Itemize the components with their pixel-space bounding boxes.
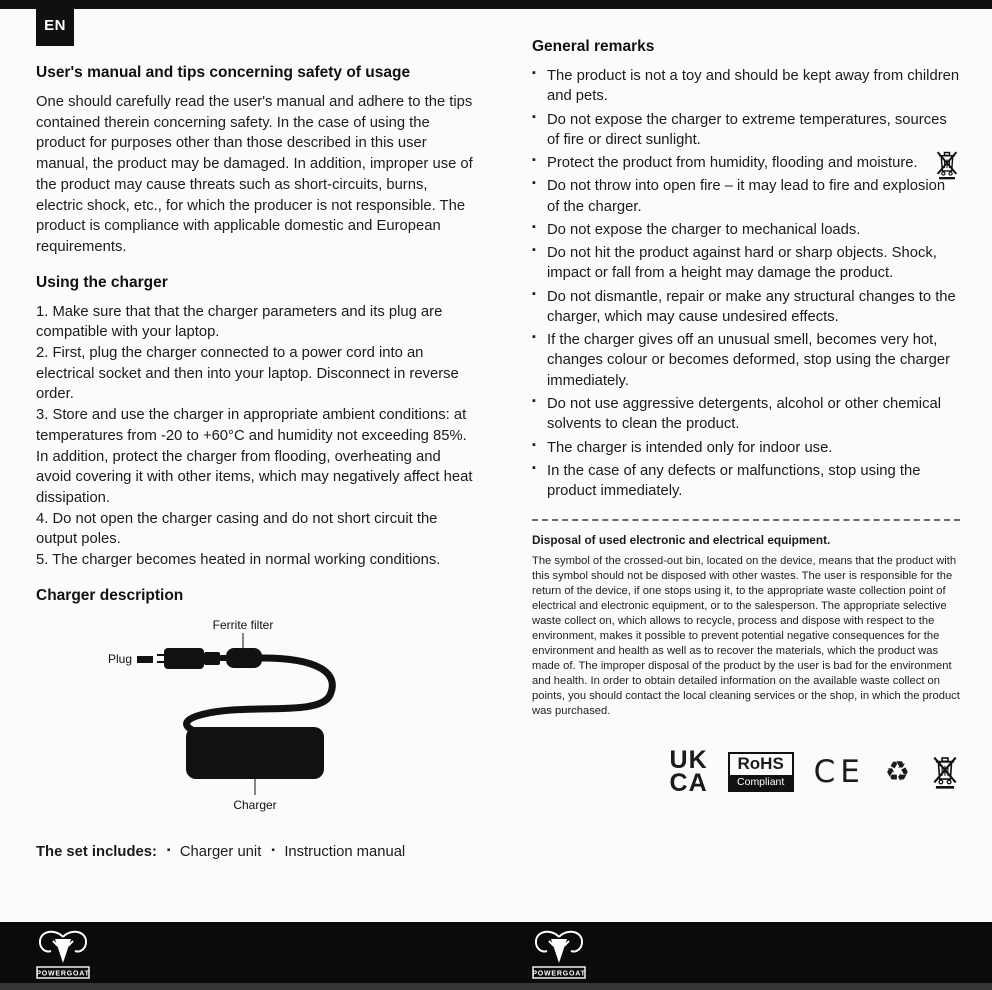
remark-item: ▪ The charger is intended only for indoor use. <box>532 438 960 458</box>
ferrite-shape <box>226 648 262 668</box>
using-charger-heading: Using the charger <box>36 273 168 291</box>
using-charger-steps <box>36 302 476 571</box>
recycle-icon: ♻ <box>884 755 910 789</box>
footer-bar <box>0 922 992 990</box>
step-2: 2. First, plug the charger connected to a power cord into an electrical socket and then into your laptop. Disconnect in reverse order. <box>36 345 459 403</box>
top-black-bar <box>0 0 992 9</box>
ferrite-filter-label: Ferrite filter <box>212 617 274 632</box>
plug-label: Plug <box>107 651 132 666</box>
rohs-label: RoHS <box>737 754 784 774</box>
plug-pointer <box>137 656 153 663</box>
remark-item: ▪ Protect the product from humidity, flooding and moisture. <box>532 153 960 173</box>
charger-label: Charger <box>233 797 277 812</box>
general-remarks-heading: General remarks <box>532 38 655 55</box>
ce-mark: CE <box>813 754 865 791</box>
charger-description-heading: Charger description <box>36 586 184 604</box>
left-column <box>36 64 476 860</box>
cable <box>187 658 333 731</box>
rohs-compliant-label: Compliant <box>730 775 792 790</box>
ukca-bottom: CA <box>669 769 708 798</box>
rohs-mark <box>728 752 794 792</box>
set-includes-label: The set includes: <box>36 843 157 860</box>
right-column <box>532 38 960 798</box>
set-item-instruction-manual: ▪ Instruction manual <box>271 844 405 860</box>
step-1: 1. Make sure that that the charger parameters and its plug are compatible with your laptop. <box>36 303 443 341</box>
remark-item: ▪ Do not expose the charger to extreme temperatures, sources of fire or direct sunlight. <box>532 110 960 151</box>
dashed-divider <box>532 519 960 521</box>
disposal-paragraph: The symbol of the crossed-out bin, located on the device, means that the product with this symbol should not be disposed with other wastes. The user is responsible for the return of the device, if one stops using it, to the appropriate waste collection point of electrical and electronic equipment, or to the salesperson. The appropriate selective waste collect on, which allows to recycle, process and dispose with respect to the environment, makes it possible to prevent potential negative consequences for the environment and health as well as to recover the materials, which the product was made of. The improper disposal of the product by the user is bad for the environment and health. In order to obtain detailed information on the available waste collect on points, you should contact the local cleaning services or the shop, in which the product was purchased. <box>532 555 960 718</box>
weee-bin-icon <box>930 751 960 794</box>
step-3: 3. Store and use the charger in appropriate ambient conditions: at temperatures from -20 to +60°C and humidity not exceeding 85%. In addition, protect the charger from flooding, overheating and avoid covering it with other items, which may negatively affect heat dissipation. <box>36 407 473 506</box>
remark-item: ▪ Do not throw into open fire – it may lead to fire and explosion of the charger. <box>532 176 960 217</box>
brand-text: POWERGOAT <box>532 970 586 978</box>
compliance-marks <box>532 746 960 798</box>
language-badge: EN <box>36 5 74 46</box>
remark-item: ▪ Do not use aggressive detergents, alcohol or other chemical solvents to clean the product. <box>532 394 960 435</box>
remark-item: ▪ Do not expose the charger to mechanical loads. <box>532 220 960 240</box>
ukca-top: UK <box>669 746 708 775</box>
set-item-charger-unit: ▪ Charger unit <box>167 844 261 860</box>
general-remarks-list <box>532 66 960 501</box>
charger-diagram <box>36 615 476 818</box>
step-5: 5. The charger becomes heated in normal working conditions. <box>36 552 441 569</box>
brand-text: POWERGOAT <box>36 970 90 978</box>
set-includes-row <box>36 844 476 860</box>
powergoat-logo <box>528 927 590 988</box>
usage-paragraph: One should carefully read the user's manual and adhere to the tips contained therein concerning safety. In the case of using the product for purposes other than those described in this user manual, the product may be damaged. In addition, improper use of the product may cause threats such as short-circuits, burns, electric shock, etc., for which the producer is not responsible. The product is compliance with applicable domestic and European requirements. <box>36 94 473 255</box>
remark-item: ▪ In the case of any defects or malfunctions, stop using the product immediately. <box>532 461 960 502</box>
step-4: 4. Do not open the charger casing and do not short circuit the output poles. <box>36 510 438 548</box>
usage-heading: User's manual and tips concerning safety of usage <box>36 64 411 81</box>
remark-item: ▪ Do not dismantle, repair or make any structural changes to the charger, which may cause undesired effects. <box>532 287 960 328</box>
remark-item: ▪ Do not hit the product against hard or sharp objects. Shock, impact or fall from a height may damage the product. <box>532 243 960 284</box>
ukca-mark <box>669 746 708 798</box>
plug-shape <box>157 648 220 669</box>
powergoat-logo <box>32 927 94 988</box>
footer-edge <box>0 983 992 990</box>
remark-item: ▪ If the charger gives off an unusual smell, becomes very hot, changes colour or becomes deformed, stop using the charger immediately. <box>532 330 960 391</box>
disposal-heading: Disposal of used electronic and electrical equipment. <box>532 533 831 548</box>
charger-shape <box>186 727 324 779</box>
remark-item: ▪ The product is not a toy and should be kept away from children and pets. <box>532 66 960 107</box>
